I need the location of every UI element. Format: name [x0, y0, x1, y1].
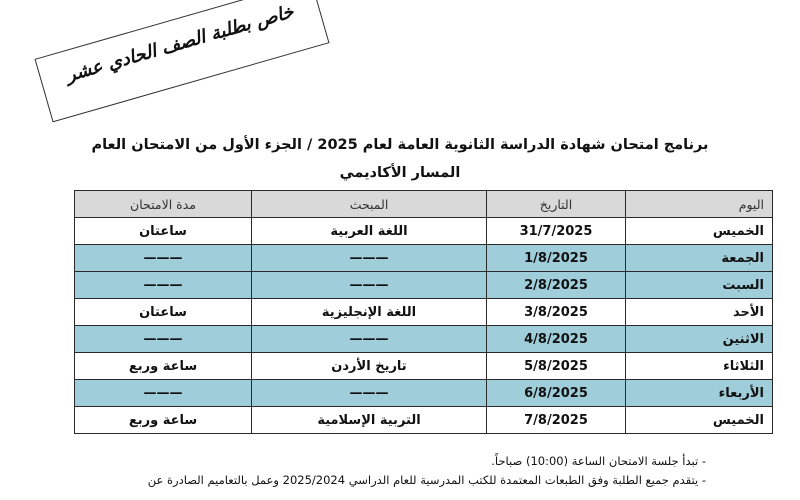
cell-duration: ——— — [75, 326, 252, 353]
exam-notes — [40, 452, 706, 490]
cell-subject: ——— — [252, 380, 487, 407]
table-header-row — [75, 191, 773, 218]
exam-schedule-table — [74, 190, 773, 434]
cell-duration: ساعة وربع — [75, 353, 252, 380]
cell-date: 7/8/2025 — [487, 407, 626, 434]
table-row — [75, 299, 773, 326]
cell-duration: ——— — [75, 272, 252, 299]
cell-date: 2/8/2025 — [487, 272, 626, 299]
cell-duration: ساعة وربع — [75, 407, 252, 434]
cell-subject: ——— — [252, 272, 487, 299]
table-row — [75, 218, 773, 245]
cell-subject: التربية الإسلامية — [252, 407, 487, 434]
header-day: اليوم — [626, 191, 773, 218]
table-row — [75, 272, 773, 299]
cell-duration: ساعتان — [75, 299, 252, 326]
student-group-stamp — [34, 0, 329, 122]
schedule-title: برنامج امتحان شهادة الدراسة الثانوية العامة لعام 2025 / الجزء الأول من الامتحان العام — [91, 137, 709, 153]
cell-day: السبت — [626, 272, 773, 299]
stamp-text: خاص بطلبة الصف الحادي عشر — [63, 1, 296, 87]
cell-day: الأربعاء — [626, 380, 773, 407]
table-row — [75, 380, 773, 407]
cell-day: الاثنين — [626, 326, 773, 353]
track-title: المسار الأكاديمي — [339, 165, 461, 181]
cell-date: 3/8/2025 — [487, 299, 626, 326]
cell-subject: اللغة الإنجليزية — [252, 299, 487, 326]
cell-date: 1/8/2025 — [487, 245, 626, 272]
table-row — [75, 353, 773, 380]
cell-day: الخميس — [626, 218, 773, 245]
cell-date: 31/7/2025 — [487, 218, 626, 245]
header-subject: المبحث — [252, 191, 487, 218]
cell-date: 5/8/2025 — [487, 353, 626, 380]
cell-duration: ساعتان — [75, 218, 252, 245]
note-textbooks: - يتقدم جميع الطلبة وفق الطبعات المعتمدة للكتب المدرسية للعام الدراسي 2025/2024 وعمل بالتعاميم الصادرة عن — [147, 473, 706, 487]
cell-day: الجمعة — [626, 245, 773, 272]
cell-date: 6/8/2025 — [487, 380, 626, 407]
table-row — [75, 245, 773, 272]
cell-duration: ——— — [75, 380, 252, 407]
header-duration: مدة الامتحان — [75, 191, 252, 218]
cell-subject: تاريخ الأردن — [252, 353, 487, 380]
table-row — [75, 407, 773, 434]
cell-subject: اللغة العربية — [252, 218, 487, 245]
header-date: التاريخ — [487, 191, 626, 218]
cell-day: الخميس — [626, 407, 773, 434]
cell-date: 4/8/2025 — [487, 326, 626, 353]
cell-subject: ——— — [252, 326, 487, 353]
cell-duration: ——— — [75, 245, 252, 272]
cell-day: الثلاثاء — [626, 353, 773, 380]
note-start-time: - تبدأ جلسة الامتحان الساعة (10:00) صباحاً. — [491, 454, 706, 468]
cell-subject: ——— — [252, 245, 487, 272]
table-row — [75, 326, 773, 353]
cell-day: الأحد — [626, 299, 773, 326]
